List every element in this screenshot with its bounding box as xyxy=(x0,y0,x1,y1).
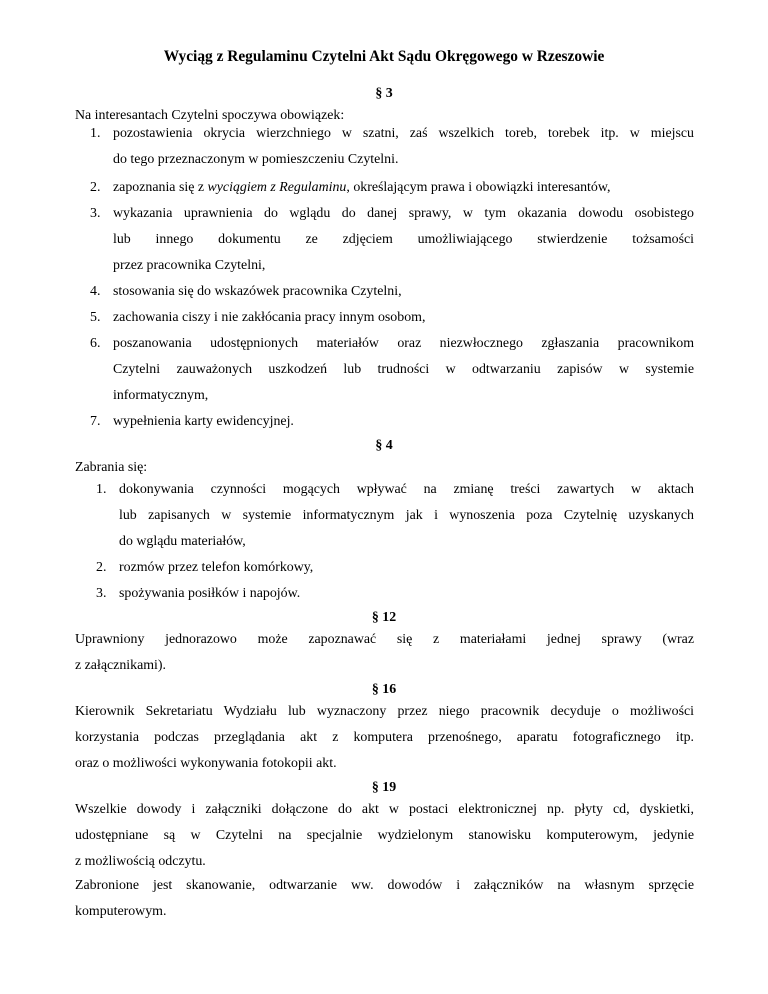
list-item-text: rozmów przez telefon komórkowy, xyxy=(119,560,314,575)
section-heading-12: § 12 xyxy=(371,610,397,625)
document-title: Wyciąg z Regulaminu Czytelni Akt Sądu Okręgowego w Rzeszowie xyxy=(163,48,605,65)
list-item-text: poszanowania udostępnionych materiałów oraz niezwłocznego zgłaszania pracownikom xyxy=(113,336,694,351)
paragraph-line: Zabronione jest skanowanie, odtwarzanie ww. dowodów i załączników na własnym sprzęcie xyxy=(75,878,694,893)
list-item-text-part: zapoznania się z xyxy=(113,180,208,195)
list-item-number: 1. xyxy=(96,482,107,497)
list-item-text: wykazania uprawnienia do wglądu do danej sprawy, w tym okazania dowodu osobistego xyxy=(113,206,694,221)
list-item-number: 4. xyxy=(90,284,101,299)
list-item-number: 5. xyxy=(90,310,101,325)
list-item-text xyxy=(113,178,610,198)
paragraph-line: Uprawniony jednorazowo może zapoznawać się z materiałami jednej sprawy (wraz xyxy=(75,632,694,647)
list-item-number: 3. xyxy=(96,586,107,601)
paragraph-line: udostępniane są w Czytelni na specjalnie wydzielonym stanowisku komputerowym, jedynie xyxy=(75,828,694,843)
section-4-intro: Zabrania się: xyxy=(75,460,148,475)
list-item-number: 2. xyxy=(96,560,107,575)
section-heading-19: § 19 xyxy=(371,780,397,795)
section-heading-3: § 3 xyxy=(375,86,393,101)
section-heading-4: § 4 xyxy=(375,438,393,453)
paragraph-line: Kierownik Sekretariatu Wydziału lub wyznaczony przez niego pracownik decyduje o możliwości xyxy=(75,704,694,719)
list-item-number: 2. xyxy=(90,180,101,195)
list-item-text: lub zapisanych w systemie informatycznym jak i wynoszenia poza Czytelnię uzyskanych xyxy=(119,508,694,523)
list-item-text: informatycznym, xyxy=(113,388,209,403)
paragraph-line: z możliwością odczytu. xyxy=(75,854,206,869)
list-item-text: stosowania się do wskazówek pracownika Czytelni, xyxy=(113,284,402,299)
list-item-text: dokonywania czynności mogących wpływać na zmianę treści zawartych w aktach xyxy=(119,482,694,497)
list-item-number: 3. xyxy=(90,206,101,221)
list-item-text-part: , określającym prawa i obowiązki interesantów, xyxy=(346,180,611,195)
list-item-text: spożywania posiłków i napojów. xyxy=(119,586,301,601)
paragraph-line: z załącznikami). xyxy=(75,658,167,673)
list-item-number: 7. xyxy=(90,414,101,429)
list-item-text: lub innego dokumentu ze zdjęciem umożliwiającego stwierdzenie tożsamości xyxy=(113,232,694,247)
list-item-text: zachowania ciszy i nie zakłócania pracy innym osobom, xyxy=(113,310,426,325)
section-heading-16: § 16 xyxy=(371,682,397,697)
list-item-number: 1. xyxy=(90,126,101,141)
list-item-number: 6. xyxy=(90,336,101,351)
paragraph-line: korzystania podczas przeglądania akt z komputera przenośnego, aparatu fotograficznego itp. xyxy=(75,730,694,745)
list-item-text: wypełnienia karty ewidencyjnej. xyxy=(113,414,294,429)
list-item-text: pozostawienia okrycia wierzchniego w szatni, zaś wszelkich toreb, torebek itp. w miejscu xyxy=(113,126,694,141)
regulation-extract-reference: wyciągiem z Regulaminu xyxy=(207,180,347,195)
list-item-text: do wglądu materiałów, xyxy=(119,534,246,549)
paragraph-line: Wszelkie dowody i załączniki dołączone do akt w postaci elektronicznej np. płyty cd, dyskietki, xyxy=(75,802,694,817)
paragraph-line: komputerowym. xyxy=(75,904,167,919)
list-item-text: przez pracownika Czytelni, xyxy=(113,258,266,273)
section-3-intro: Na interesantach Czytelni spoczywa obowiązek: xyxy=(75,108,345,123)
list-item-text: do tego przeznaczonym w pomieszczeniu Czytelni. xyxy=(113,152,399,167)
paragraph-line: oraz o możliwości wykonywania fotokopii akt. xyxy=(75,756,337,771)
list-item-text: Czytelni zauważonych uszkodzeń lub trudności w odtwarzaniu zapisów w systemie xyxy=(113,362,694,377)
